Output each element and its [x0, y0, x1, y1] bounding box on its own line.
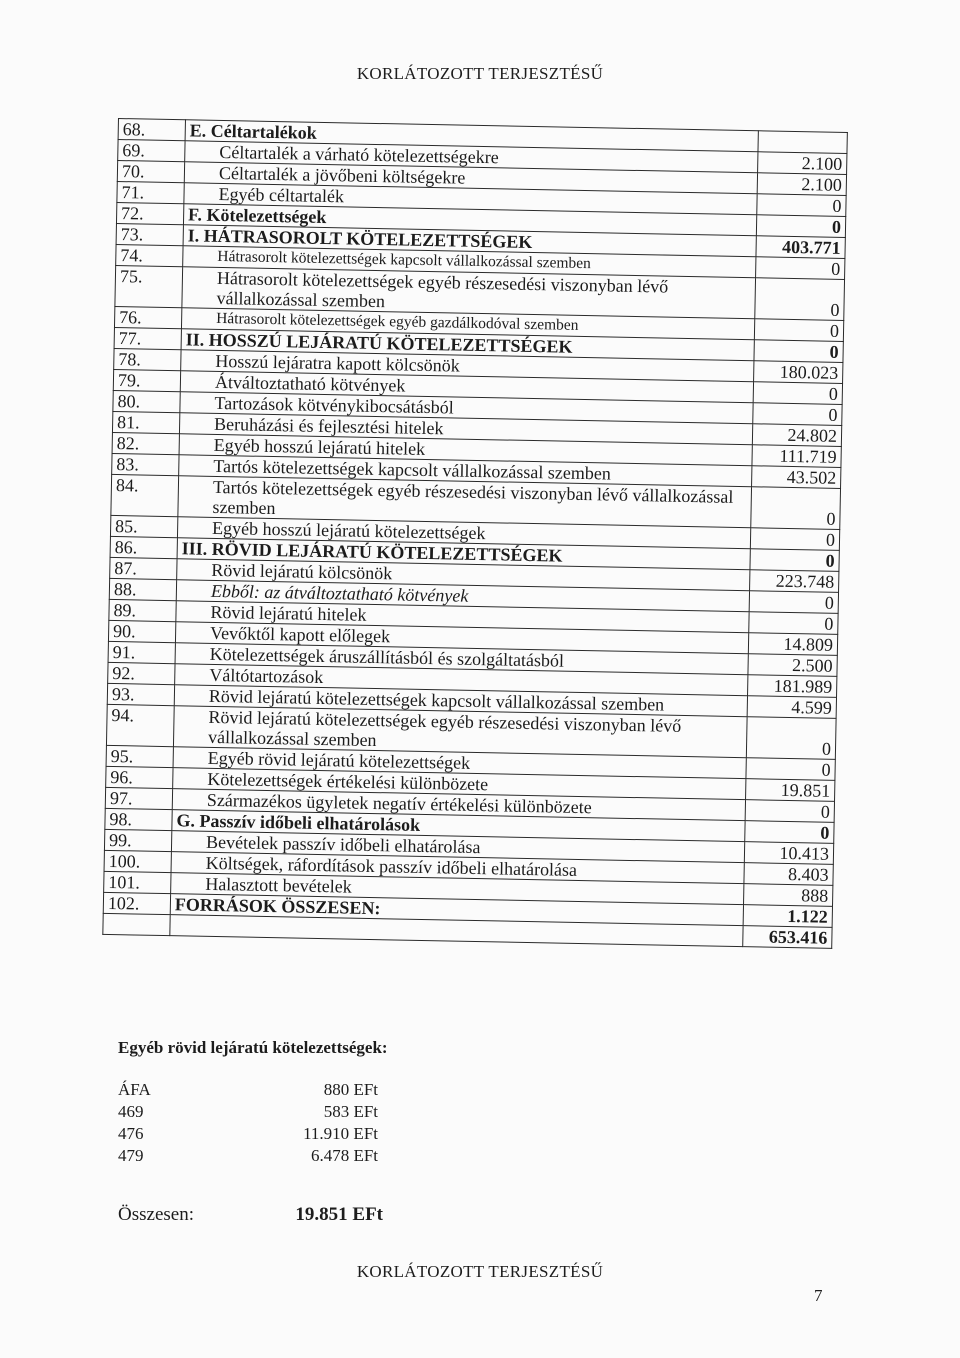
row-number: 82.: [112, 432, 179, 454]
row-amount: 0: [753, 403, 842, 426]
row-description-text: Rövid lejáratú kölcsönök: [211, 559, 393, 584]
row-description-text: Kötelezettségek értékelési különbözete: [207, 768, 489, 795]
row-description-text: Egyéb rövid lejáratú kötelezettségek: [207, 747, 471, 773]
row-number: 96.: [106, 766, 173, 788]
note-value: 583 EFt: [323, 1102, 378, 1121]
row-amount: 888: [744, 884, 833, 907]
note-row: [118, 1124, 618, 1146]
row-amount: 0: [755, 278, 845, 321]
row-description-text: Tartós kötelezettségek egyéb részesedési viszonyban lévő vállalkozással szemben: [212, 476, 734, 519]
row-number: 73.: [116, 223, 183, 245]
row-number: 70.: [117, 161, 184, 183]
row-amount: 4.599: [747, 696, 836, 719]
row-description-text: G. Passzív időbeli elhatárolások: [176, 810, 421, 835]
note-row: [118, 1080, 618, 1102]
row-amount: 0: [745, 821, 834, 844]
row-number: 76.: [114, 306, 181, 328]
row-amount: 0: [745, 800, 834, 823]
note-value: 880 EFt: [323, 1080, 378, 1099]
row-description-text: E. Céltartalékok: [189, 120, 317, 143]
row-number: 94.: [106, 704, 174, 746]
row-description-text: Átváltoztatható kötvények: [214, 371, 406, 396]
row-number: 91.: [108, 641, 175, 663]
row-description-text: Ebből: az átváltoztatható kötvények: [210, 580, 469, 606]
row-description-text: F. Kötelezettségek: [187, 204, 327, 228]
balance-sheet: [102, 118, 848, 949]
row-number: [103, 913, 170, 935]
row-description-text: III. RÖVID LEJÁRATÚ KÖTELEZETTSÉGEK: [181, 538, 563, 566]
row-amount: 403.771: [756, 236, 845, 259]
row-number: 88.: [109, 578, 176, 600]
row-number: 101.: [104, 871, 171, 893]
liabilities-table: [102, 118, 848, 949]
row-number: 90.: [108, 620, 175, 642]
row-amount: 0: [753, 382, 842, 405]
row-number: 79.: [113, 369, 180, 391]
row-number: 78.: [114, 348, 181, 370]
row-amount: 0: [754, 319, 843, 342]
notes-total: [118, 1204, 618, 1226]
row-amount: 0: [754, 340, 843, 363]
row-description-text: Halasztott bevételek: [205, 873, 352, 897]
page-footer: KORLÁTOZOTT TERJESZTÉSŰ: [356, 1262, 604, 1281]
note-code: 469: [118, 1102, 144, 1121]
row-amount: 10.413: [744, 842, 833, 865]
row-number: 89.: [109, 599, 176, 621]
row-number: 77.: [114, 327, 181, 349]
row-amount: 19.851: [746, 779, 835, 802]
row-description-text: Származékos ügyletek negatív értékelési különbözete: [206, 789, 592, 818]
row-description-text: Hosszú lejáratra kapott kölcsönök: [215, 350, 460, 376]
row-amount: 180.023: [754, 361, 843, 384]
row-description-text: Rövid lejáratú kötelezettségek kapcsolt vállalkozással szemben: [208, 685, 665, 715]
note-code: 476: [118, 1124, 144, 1143]
row-description-text: FORRÁSOK ÖSSZESEN:: [174, 894, 381, 919]
row-amount: 223.748: [750, 570, 839, 593]
row-amount: 0: [756, 257, 845, 280]
row-number: 87.: [110, 557, 177, 579]
row-description-text: Váltótartozások: [209, 664, 324, 688]
row-number: 85.: [110, 515, 177, 537]
row-amount: 0: [750, 549, 839, 572]
row-amount: 14.809: [748, 633, 837, 656]
row-number: 71.: [117, 181, 184, 203]
row-number: 98.: [105, 808, 172, 830]
row-number: 72.: [116, 202, 183, 224]
row-number: 99.: [104, 829, 171, 851]
row-description-text: Céltartalék a várható kötelezettségekre: [219, 141, 499, 168]
row-amount: 653.416: [743, 926, 832, 949]
row-description-text: Költségek, ráfordítások passzív időbeli elhatárolása: [205, 852, 578, 880]
total-value: 19.851 EFt: [295, 1204, 383, 1225]
row-amount: 24.802: [752, 424, 841, 447]
row-description-text: Bevételek passzív időbeli elhatárolása: [205, 831, 481, 858]
row-description-text: Rövid lejáratú kötelezettségek egyéb részesedési viszonyban lévő vállalkozással szemben: [207, 706, 682, 751]
row-number: 80.: [113, 390, 180, 412]
total-label: Összesen:: [118, 1204, 194, 1225]
row-description-text: I. HÁTRASOROLT KÖTELEZETTSÉGEK: [187, 225, 533, 252]
row-number: 95.: [106, 745, 173, 767]
row-description-text: Tartós kötelezettségek kapcsolt vállalkozással szemben: [213, 455, 612, 484]
row-description-text: Céltartalék a jövőbeni költségekre: [218, 162, 466, 188]
row-description-text: Hátrasorolt kötelezettségek egyéb részesedési viszonyban lévő vállalkozással szemben: [216, 267, 669, 312]
row-description-text: Egyéb céltartalék: [218, 183, 345, 207]
row-amount: 181.989: [748, 675, 837, 698]
row-amount: 0: [746, 717, 836, 760]
row-description-text: Hátrasorolt kötelezettségek kapcsolt vállalkozással szemben: [217, 247, 592, 273]
row-amount: 111.719: [752, 445, 841, 468]
row-description-text: Rövid lejáratú hitelek: [210, 601, 367, 625]
row-description-text: Kötelezettségek áruszállításból és szolgáltatásból: [209, 643, 565, 671]
row-amount: 1.122: [743, 905, 832, 928]
row-amount: 43.502: [752, 466, 841, 489]
notes-title: Egyéb rövid lejáratú kötelezettségek:: [118, 1038, 388, 1057]
row-amount: 2.500: [748, 654, 837, 677]
row-amount: 0: [751, 487, 841, 530]
row-amount: 8.403: [744, 863, 833, 886]
note-code: ÁFA: [118, 1080, 151, 1099]
row-description-text: Tartozások kötvénykibocsátásból: [214, 392, 454, 418]
row-amount: 0: [749, 612, 838, 635]
row-amount: 0: [756, 215, 845, 238]
row-description-text: Hátrasorolt kötelezettségek egyéb gazdálkodóval szemben: [216, 309, 579, 334]
row-amount: 0: [757, 194, 846, 217]
row-description-text: Egyéb hosszú lejáratú hitelek: [213, 434, 426, 459]
row-number: 84.: [111, 474, 179, 516]
row-amount: 0: [746, 758, 835, 781]
row-number: 93.: [107, 683, 174, 705]
row-amount: 0: [750, 528, 839, 551]
note-code: 479: [118, 1146, 144, 1165]
row-number: 81.: [112, 411, 179, 433]
row-amount: 2.100: [758, 152, 847, 175]
row-number: 102.: [103, 892, 170, 914]
row-number: 86.: [110, 536, 177, 558]
row-amount: 0: [749, 591, 838, 614]
note-value: 6.478 EFt: [310, 1146, 378, 1165]
row-number: 68.: [118, 119, 185, 141]
row-description-text: Beruházási és fejlesztési hitelek: [213, 413, 444, 439]
row-number: 92.: [108, 662, 175, 684]
note-row: [118, 1146, 618, 1168]
note-value: 11.910 EFt: [303, 1124, 378, 1143]
page-header: KORLÁTOZOTT TERJESZTÉSŰ: [356, 64, 604, 83]
row-description-text: Egyéb hosszú lejáratú kötelezettségek: [211, 517, 486, 544]
row-number: 83.: [112, 453, 179, 475]
row-number: 100.: [104, 850, 171, 872]
notes-section: [118, 1038, 618, 1226]
row-number: 75.: [115, 265, 183, 307]
row-number: 97.: [105, 787, 172, 809]
row-amount: 2.100: [757, 173, 846, 196]
row-amount: [758, 131, 847, 154]
row-description-text: II. HOSSZÚ LEJÁRATÚ KÖTELEZETTSÉGEK: [185, 329, 573, 357]
row-number: 69.: [118, 140, 185, 162]
row-number: 74.: [116, 244, 183, 266]
page-number: 7: [814, 1286, 823, 1305]
note-row: [118, 1102, 618, 1124]
row-description-text: Vevőktől kapott előlegek: [209, 622, 391, 647]
